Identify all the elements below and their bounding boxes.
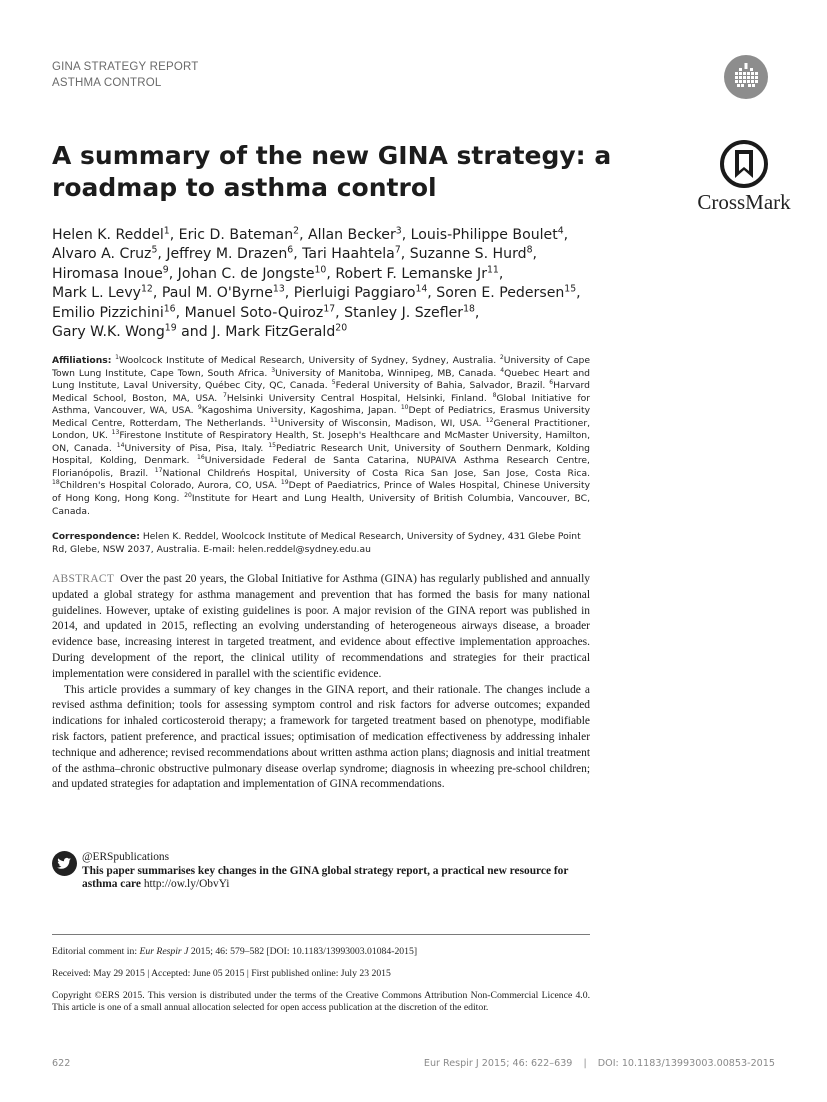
author-affiliation-number: 12 (141, 283, 153, 295)
footer-doi[interactable]: DOI: 10.1183/13993003.00853-2015 (597, 1058, 775, 1069)
author-affiliation-number: 8 (526, 244, 533, 256)
editorial-reference[interactable]: 2015; 46: 579–582 [DOI: 10.1183/13993003.01084-2015] (190, 946, 418, 957)
author-name: Allan Becker (308, 227, 396, 243)
author-line: Emilio Pizzichini$^{16}$, Manuel Soto-Quiroz$^{17}$, Stanley J. Szefler$^{18}$, (52, 302, 480, 321)
author-affiliation-number: 3 (395, 225, 402, 237)
affiliation-number: 16 (197, 454, 205, 462)
affiliation-number: 15 (268, 441, 276, 449)
author-name: Emilio Pizzichini (52, 304, 164, 321)
author-name: Paul M. O'Byrne (161, 285, 273, 302)
author-affiliation-number: 19 (164, 322, 177, 334)
author-name: Suzanne S. Hurd (409, 246, 527, 263)
author-affiliation-number: 13 (272, 283, 285, 295)
affiliation-number: 9 (197, 404, 202, 412)
crossmark-badge[interactable] (690, 140, 798, 215)
author-affiliation-number: 11 (487, 264, 499, 276)
author-affiliation-number: 4 (557, 225, 564, 237)
author-name: Gary W.K. Wong (52, 324, 165, 341)
author-name: Alvaro A. Cruz (52, 246, 152, 263)
affiliation-number: 20 (184, 491, 192, 499)
affiliation-text: Federal University of Bahia, Salvador, Brazil. (335, 380, 546, 392)
affiliation-text: Children's Hospital Colorado, Aurora, CO, USA. (59, 480, 278, 492)
crossmark-bookmark-icon (720, 140, 768, 188)
crossmark-label: CrossMark (697, 190, 791, 214)
series-label: GINA STRATEGY REPORT (52, 61, 199, 73)
section-divider (52, 934, 590, 935)
affiliation-number: 6 (549, 379, 554, 387)
author-name: Hiromasa Inoue (52, 265, 163, 282)
affiliation-text: University of Cape Town Lung Institute, Cape Town, South Africa. (52, 355, 591, 379)
affiliation-text: General Practitioner, London, UK. (52, 417, 591, 442)
author-name: Mark L. Levy (52, 285, 142, 302)
author-affiliation-number: 17 (323, 302, 336, 314)
affiliations (52, 355, 590, 518)
author-name: Stanley J. Szefler (344, 304, 464, 321)
footer-citation-line (424, 1058, 775, 1069)
affiliation-text: University of Wisconsin, Madison, WI, USA. (277, 417, 482, 429)
author-affiliation-number: 18 (463, 302, 475, 314)
affiliation-number: 18 (52, 479, 60, 487)
affiliation-number: 5 (331, 379, 336, 387)
author-affiliation-number: 2 (293, 225, 300, 237)
author-name: Robert F. Lemanske Jr (335, 265, 488, 282)
author-line: Mark L. Levy$^{12}$, Paul M. O'Byrne$^{13}$, Pierluigi Paggiaro$^{14}$, Soren E. Pedersen$^{15}$, (52, 283, 581, 302)
affiliation-number: 10 (400, 404, 409, 412)
affiliation-text: University of Manitoba, Winnipeg, MB, Canada. (275, 367, 497, 379)
article-dates: Received: May 29 2015 | Accepted: June 05 2015 | First published online: July 23 2015 (52, 968, 391, 979)
footer-separator: | (583, 1058, 587, 1069)
affiliation-text: University of Pisa, Pisa, Italy. (124, 442, 264, 454)
tweet-box (82, 851, 592, 892)
affiliation-number: 19 (280, 479, 289, 487)
author-line: Hiromasa Inoue$^9$, Johan C. de Jongste$^{10}$, Robert F. Lemanske Jr$^{11}$, (52, 264, 504, 282)
article-title: A summary of the new GINA strategy: a roadmap to asthma control (52, 141, 612, 202)
affiliation-text: Firestone Institute of Respiratory Health, St. Joseph's Healthcare and McMaster University, Hamilton, ON, Canada. (52, 430, 590, 454)
author-affiliation-number: 15 (564, 283, 577, 295)
affiliation-number: 2 (499, 353, 504, 361)
author-affiliation-number: 5 (151, 244, 158, 256)
copyright-notice: Copyright ©ERS 2015. This version is distributed under the terms of the Creative Commons Attribution Non-Commercial Licence 4.0. This article is one of a small annual allocation selected for open access publication at the discretion of the editor. (52, 990, 590, 1014)
author-name: J. Mark FitzGerald (212, 324, 336, 341)
author-list (52, 226, 612, 342)
page-number: 622 (52, 1058, 71, 1069)
affiliation-text: Quebec Heart and Lung Institute, Laval University, Québec City, QC, Canada. (52, 367, 591, 392)
author-line: Alvaro A. Cruz$^5$, Jeffrey M. Drazen$^6$, Tari Haahtela$^7$, Suzanne S. Hurd$^8$, (52, 244, 537, 263)
author-affiliation-number: 16 (163, 302, 176, 314)
tweet-link[interactable]: http://ow.ly/ObvYi (143, 878, 230, 891)
affiliation-text: Universidade Federal de Santa Catarina, NUPAIVA Asthma Research Centre, Florianópolis, Brazil. (52, 455, 590, 479)
author-affiliation-number: 20 (335, 322, 348, 334)
affiliation-text: Woolcock Institute of Medical Research, University of Sydney, Sydney, Australia. (119, 355, 497, 366)
author-affiliation-number: 10 (314, 264, 327, 276)
affiliations-label: Affiliations: (52, 355, 112, 366)
affiliation-number: 7 (223, 391, 227, 399)
author-name: Pierluigi Paggiaro (293, 285, 416, 302)
section-label: ASTHMA CONTROL (52, 77, 162, 89)
affiliation-text: Institute for Heart and Lung Health, University of British Columbia, Vancouver, BC, Canada. (52, 493, 590, 517)
tweet-text: This paper summarises key changes in the GINA global strategy report, a practical new resource for asthma care (82, 864, 569, 891)
footer-citation: Eur Respir J 2015; 46: 622–639 (423, 1058, 573, 1069)
author-name: Jeffrey M. Drazen (166, 246, 288, 263)
abstract (52, 572, 590, 793)
editorial-prefix: Editorial comment in: (52, 946, 138, 957)
abstract-paragraph-2: This article provides a summary of key changes in the GINA report, and their rationale. The changes include a revised asthma definition; tools for assessing symptom control and risk factors for adverse outcomes; expanded indications for inhaled corticosteroid therapy; a framework for targeted treatment based on phenotype, modifiable risk factors, patient preference, and practical issues; optimisation of medication effectiveness by addressing inhaler technique and adherence; revised recommendations about written asthma action plans; diagnosis and initial treatment of the asthma–chronic obstructive pulmonary disease overlap syndrome; diagnosis in wheezing pre-school children; and updated strategies for adaptation and implementation of GINA recommendations. (52, 683, 590, 791)
editorial-comment (52, 946, 590, 958)
affiliation-text: Dept of Pediatrics, Erasmus University Medical Centre, Rotterdam, The Netherlands. (52, 405, 591, 429)
author-affiliation-number: 9 (162, 264, 169, 276)
affiliation-text: National Childreńs Hospital, University of Costa Rica San Jose, San Jose, Costa Rica. (162, 467, 591, 479)
ers-lungs-logo-icon (724, 55, 768, 99)
affiliation-number: 13 (111, 429, 120, 437)
author-line: Gary W.K. Wong$^{19}$ and J. Mark FitzGerald$^{20}$ (52, 322, 348, 341)
correspondence-label: Correspondence: (52, 531, 140, 542)
affiliation-number: 1 (115, 353, 120, 361)
author-name: Manuel Soto-Quiroz (184, 304, 324, 321)
author-line: Helen K. Reddel$^1$, Eric D. Bateman$^2$, Allan Becker$^3$, Louis-Philippe Boulet$^4$, (52, 225, 569, 243)
correspondence (52, 531, 590, 556)
affiliation-text: Dept of Paediatrics, Prince of Wales Hospital, Chinese University of Hong Kong, Hong Kong. (52, 480, 590, 505)
affiliation-number: 11 (270, 416, 278, 424)
affiliation-number: 12 (485, 416, 494, 424)
affiliation-text: Global Initiative for Asthma, Vancouver, WA, USA. (52, 392, 591, 417)
author-name: Johan C. de Jongste (177, 265, 315, 282)
author-name: Soren E. Pedersen (436, 285, 565, 302)
author-affiliation-number: 7 (394, 244, 401, 256)
affiliation-number: 4 (500, 366, 505, 374)
author-name: Eric D. Bateman (178, 227, 294, 243)
affiliation-number: 8 (492, 391, 497, 399)
author-affiliation-number: 14 (415, 283, 428, 295)
affiliation-number: 14 (116, 441, 125, 449)
editorial-journal: Eur Respir J (139, 946, 189, 957)
twitter-bird-icon (52, 851, 77, 876)
author-name: Helen K. Reddel (52, 227, 164, 243)
abstract-label: ABSTRACT (52, 573, 115, 585)
affiliation-number: 3 (271, 366, 276, 374)
affiliation-text: Harvard Medical School, Boston, MA, USA. (52, 380, 590, 404)
affiliation-text: Pediatric Research Unit, University of Southern Denmark, Kolding Hospital, Kolding, Denmark. (52, 442, 590, 467)
affiliation-number: 17 (154, 466, 163, 474)
author-name: Louis-Philippe Boulet (410, 227, 558, 243)
author-affiliation-number: 1 (163, 225, 170, 237)
abstract-paragraph-1: Over the past 20 years, the Global Initiative for Asthma (GINA) has regularly published and annually updated a global strategy for asthma management and prevention that has formed the basis for many national guidelines. However, uptake of existing guidelines is poor. A major revision of the GINA report was published in 2014, and updated in 2015, reflecting an evolving understanding of heterogeneous airways disease, a broader evidence base, increasing interest in targeted treatment, and evidence about effective implementation approaches. During development of the report, the clinical utility of recommendations and strategies for their practical implementation were considered in parallel with the scientific evidence. (52, 573, 590, 680)
correspondence-text: Helen K. Reddel, Woolcock Institute of Medical Research, University of Sydney, 431 Glebe Point Rd, Glebe, NSW 2037, Australia. E-mail: helen.reddel@sydney.edu.au (52, 531, 581, 555)
tweet-handle[interactable]: @ERSpublications (82, 851, 170, 863)
affiliation-text: Kagoshima University, Kagoshima, Japan. (201, 405, 397, 417)
affiliation-text: Helsinki University Central Hospital, Helsinki, Finland. (226, 392, 487, 404)
author-affiliation-number: 6 (287, 244, 294, 256)
author-name: Tari Haahtela (302, 246, 395, 263)
